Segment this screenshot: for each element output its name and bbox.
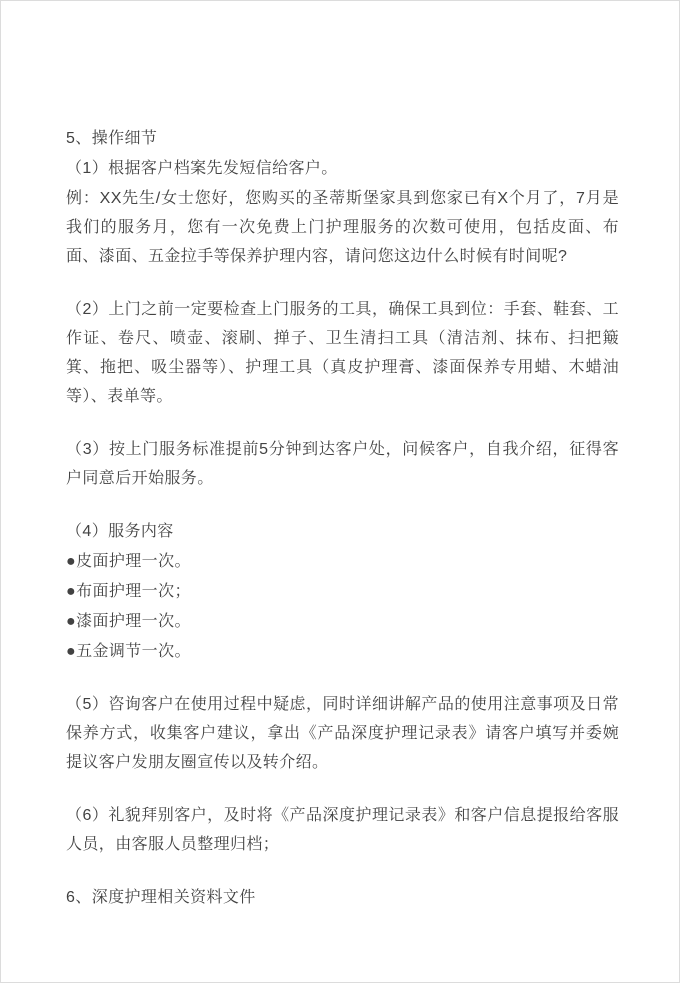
step-3-arrive-early: （3）按上门服务标准提前5分钟到达客户处，问候客户，自我介绍，征得客户同意后开始服务。 bbox=[66, 441, 619, 487]
step-4-service-content: （4）服务内容 bbox=[66, 523, 174, 540]
document-body bbox=[66, 123, 619, 913]
bullet-fabric-care: ●布面护理一次； bbox=[66, 583, 191, 600]
section-5-heading: 5、操作细节 bbox=[66, 130, 158, 147]
sms-example-paragraph: 例：XX先生/女士您好，您购买的圣蒂斯堡家具到您家已有X个月了，7月是我们的服务月，您有一次免费上门护理服务的次数可使用，包括皮面、布面、漆面、五金拉手等保养护理内容，请问您这边什么时候有时间呢? bbox=[66, 190, 619, 265]
step-1-send-sms: （1）根据客户档案先发短信给客户。 bbox=[66, 160, 338, 177]
step-5-consult-customer: （5）咨询客户在使用过程中疑虑，同时详细讲解产品的使用注意事项及日常保养方式，收集客户建议，拿出《产品深度护理记录表》请客户填写并委婉提议客户发朋友圈宣传以及转介绍。 bbox=[66, 696, 619, 771]
step-6-farewell-report: （6）礼貌拜别客户，及时将《产品深度护理记录表》和客户信息提报给客服人员，由客服人员整理归档； bbox=[66, 807, 619, 853]
section-6-heading: 6、深度护理相关资料文件 bbox=[66, 889, 256, 906]
bullet-hardware-adjust: ●五金调节一次。 bbox=[66, 643, 191, 660]
bullet-leather-care: ●皮面护理一次。 bbox=[66, 553, 191, 570]
step-2-check-tools: （2）上门之前一定要检查上门服务的工具，确保工具到位：手套、鞋套、工作证、卷尺、喷壶、滚刷、掸子、卫生清扫工具（清洁剂、抹布、扫把簸箕、拖把、吸尘器等）、护理工具（真皮护理膏、漆面保养专用蜡、木蜡油等）、表单等。 bbox=[66, 301, 619, 405]
bullet-paint-care: ●漆面护理一次。 bbox=[66, 613, 191, 630]
